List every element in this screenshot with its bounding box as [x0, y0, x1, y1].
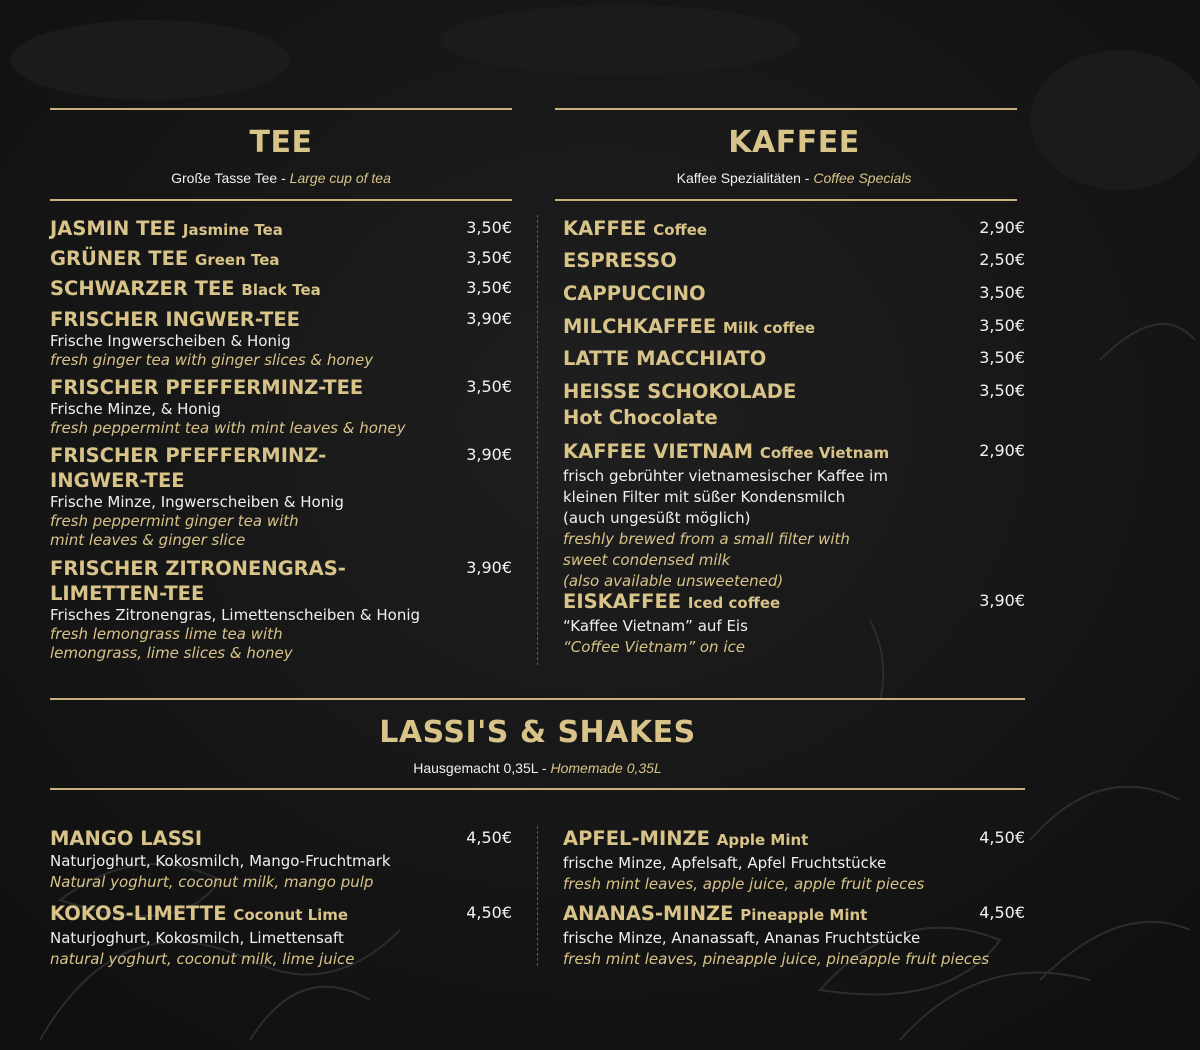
price: 3,90€: [466, 558, 512, 577]
kaffee-title: KAFFEE: [728, 125, 860, 160]
tee-top-rule: [50, 108, 512, 110]
tee-title: TEE: [249, 125, 313, 160]
lassi-top-rule: [50, 698, 1025, 700]
price: 2,90€: [979, 441, 1025, 460]
tee-bottom-rule: [50, 199, 512, 201]
menu-item-kokos-limette: KOKOS-LIMETTE Coconut Lime 4,50€ Naturjoghurt, Kokosmilch, Limettensaft natural yoghurt, coconut milk, lime juice: [50, 902, 512, 968]
price: 4,50€: [466, 903, 512, 922]
price: 4,50€: [466, 828, 512, 847]
lassi-list-right: [563, 826, 1025, 970]
price: 2,90€: [979, 218, 1025, 237]
menu-item-heisse-schokolade: HEISSE SCHOKOLADE 3,50€ Hot Chocolate: [563, 380, 1025, 429]
price: 3,50€: [466, 278, 512, 297]
menu-item-gruener-tee: GRÜNER TEE Green Tea 3,50€: [50, 247, 512, 270]
price: 3,50€: [466, 377, 512, 396]
lassi-subtitle: Hausgemacht 0,35L - Homemade 0,35L: [413, 760, 662, 776]
menu-item-ananas-minze: ANANAS-MINZE Pineapple Mint 4,50€ frische Minze, Ananassaft, Ananas Fruchtstücke fresh mint leaves, pineapple juice, pineapple fruit pieces: [563, 902, 1025, 968]
price: 4,50€: [979, 903, 1025, 922]
menu-item-eiskaffee: EISKAFFEE Iced coffee 3,90€ “Kaffee Vietnam” auf Eis “Coffee Vietnam” on ice: [563, 590, 1025, 656]
price: 2,50€: [979, 250, 1025, 269]
lassi-column-divider: [537, 826, 538, 966]
price: 3,90€: [466, 309, 512, 328]
menu-item-ingwer-tee: FRISCHER INGWER-TEE 3,90€ Frische Ingwerscheiben & Honig fresh ginger tea with ginger slices & honey: [50, 308, 512, 369]
lassi-list-left: [50, 826, 512, 970]
menu-item-kaffee-vietnam: KAFFEE VIETNAM Coffee Vietnam 2,90€ frisch gebrühter vietnamesischer Kaffee im kleinen Filter mit süßer Kondensmilch (auch ungesüßt möglich) freshly brewed from a small filter with sweet condensed milk (also available unsweetened): [563, 440, 1025, 590]
menu-item-apfel-minze: APFEL-MINZE Apple Mint 4,50€ frische Minze, Apfelsaft, Apfel Fruchtstücke fresh mint leaves, apple juice, apple fruit pieces: [563, 827, 1025, 893]
menu-item-pfefferminz-ingwer-tee: FRISCHER PFEFFERMINZ- INGWER-TEE 3,90€ Frische Minze, Ingwerscheiben & Honig fresh peppermint ginger tea with mint leaves & ginger slice: [50, 444, 512, 549]
price: 3,50€: [979, 348, 1025, 367]
menu-item-jasmin-tee: JASMIN TEE Jasmine Tea 3,50€: [50, 217, 512, 240]
menu-item-latte-macchiato: LATTE MACCHIATO 3,50€: [563, 347, 1025, 370]
price: 3,50€: [979, 283, 1025, 302]
kaffee-subtitle: Kaffee Spezialitäten - Coffee Specials: [676, 170, 912, 186]
menu-item-mango-lassi: MANGO LASSI 4,50€ Naturjoghurt, Kokosmilch, Mango-Fruchtmark Natural yoghurt, coconut milk, mango pulp: [50, 827, 512, 891]
kaffee-bottom-rule: [555, 199, 1017, 201]
price: 3,50€: [466, 248, 512, 267]
menu-item-milchkaffee: MILCHKAFFEE Milk coffee 3,50€: [563, 315, 1025, 338]
menu-item-kaffee: KAFFEE Coffee 2,90€: [563, 217, 1025, 240]
column-divider: [537, 215, 538, 665]
kaffee-top-rule: [555, 108, 1017, 110]
price: 3,50€: [979, 316, 1025, 335]
price: 3,50€: [466, 218, 512, 237]
menu-item-cappuccino: CAPPUCCINO 3,50€: [563, 282, 1025, 305]
price: 3,90€: [466, 445, 512, 464]
tee-list: [50, 216, 512, 663]
lassi-bottom-rule: [50, 788, 1025, 790]
lassi-title: LASSI'S & SHAKES: [379, 715, 696, 750]
menu-item-zitronengras-tee: FRISCHER ZITRONENGRAS- LIMETTEN-TEE 3,90€ Frisches Zitronengras, Limettenscheiben & Honig fresh lemongrass lime tea with lemongrass, lime slices & honey: [50, 557, 512, 662]
kaffee-list: [563, 216, 1025, 658]
price: 3,50€: [979, 381, 1025, 400]
price: 4,50€: [979, 828, 1025, 847]
menu-item-espresso: ESPRESSO 2,50€: [563, 249, 1025, 272]
menu-item-schwarzer-tee: SCHWARZER TEE Black Tea 3,50€: [50, 277, 512, 300]
menu-item-pfefferminz-tee: FRISCHER PFEFFERMINZ-TEE 3,50€ Frische Minze, & Honig fresh peppermint tea with mint leaves & honey: [50, 376, 512, 437]
price: 3,90€: [979, 591, 1025, 610]
tee-subtitle: Große Tasse Tee - Large cup of tea: [171, 170, 391, 186]
